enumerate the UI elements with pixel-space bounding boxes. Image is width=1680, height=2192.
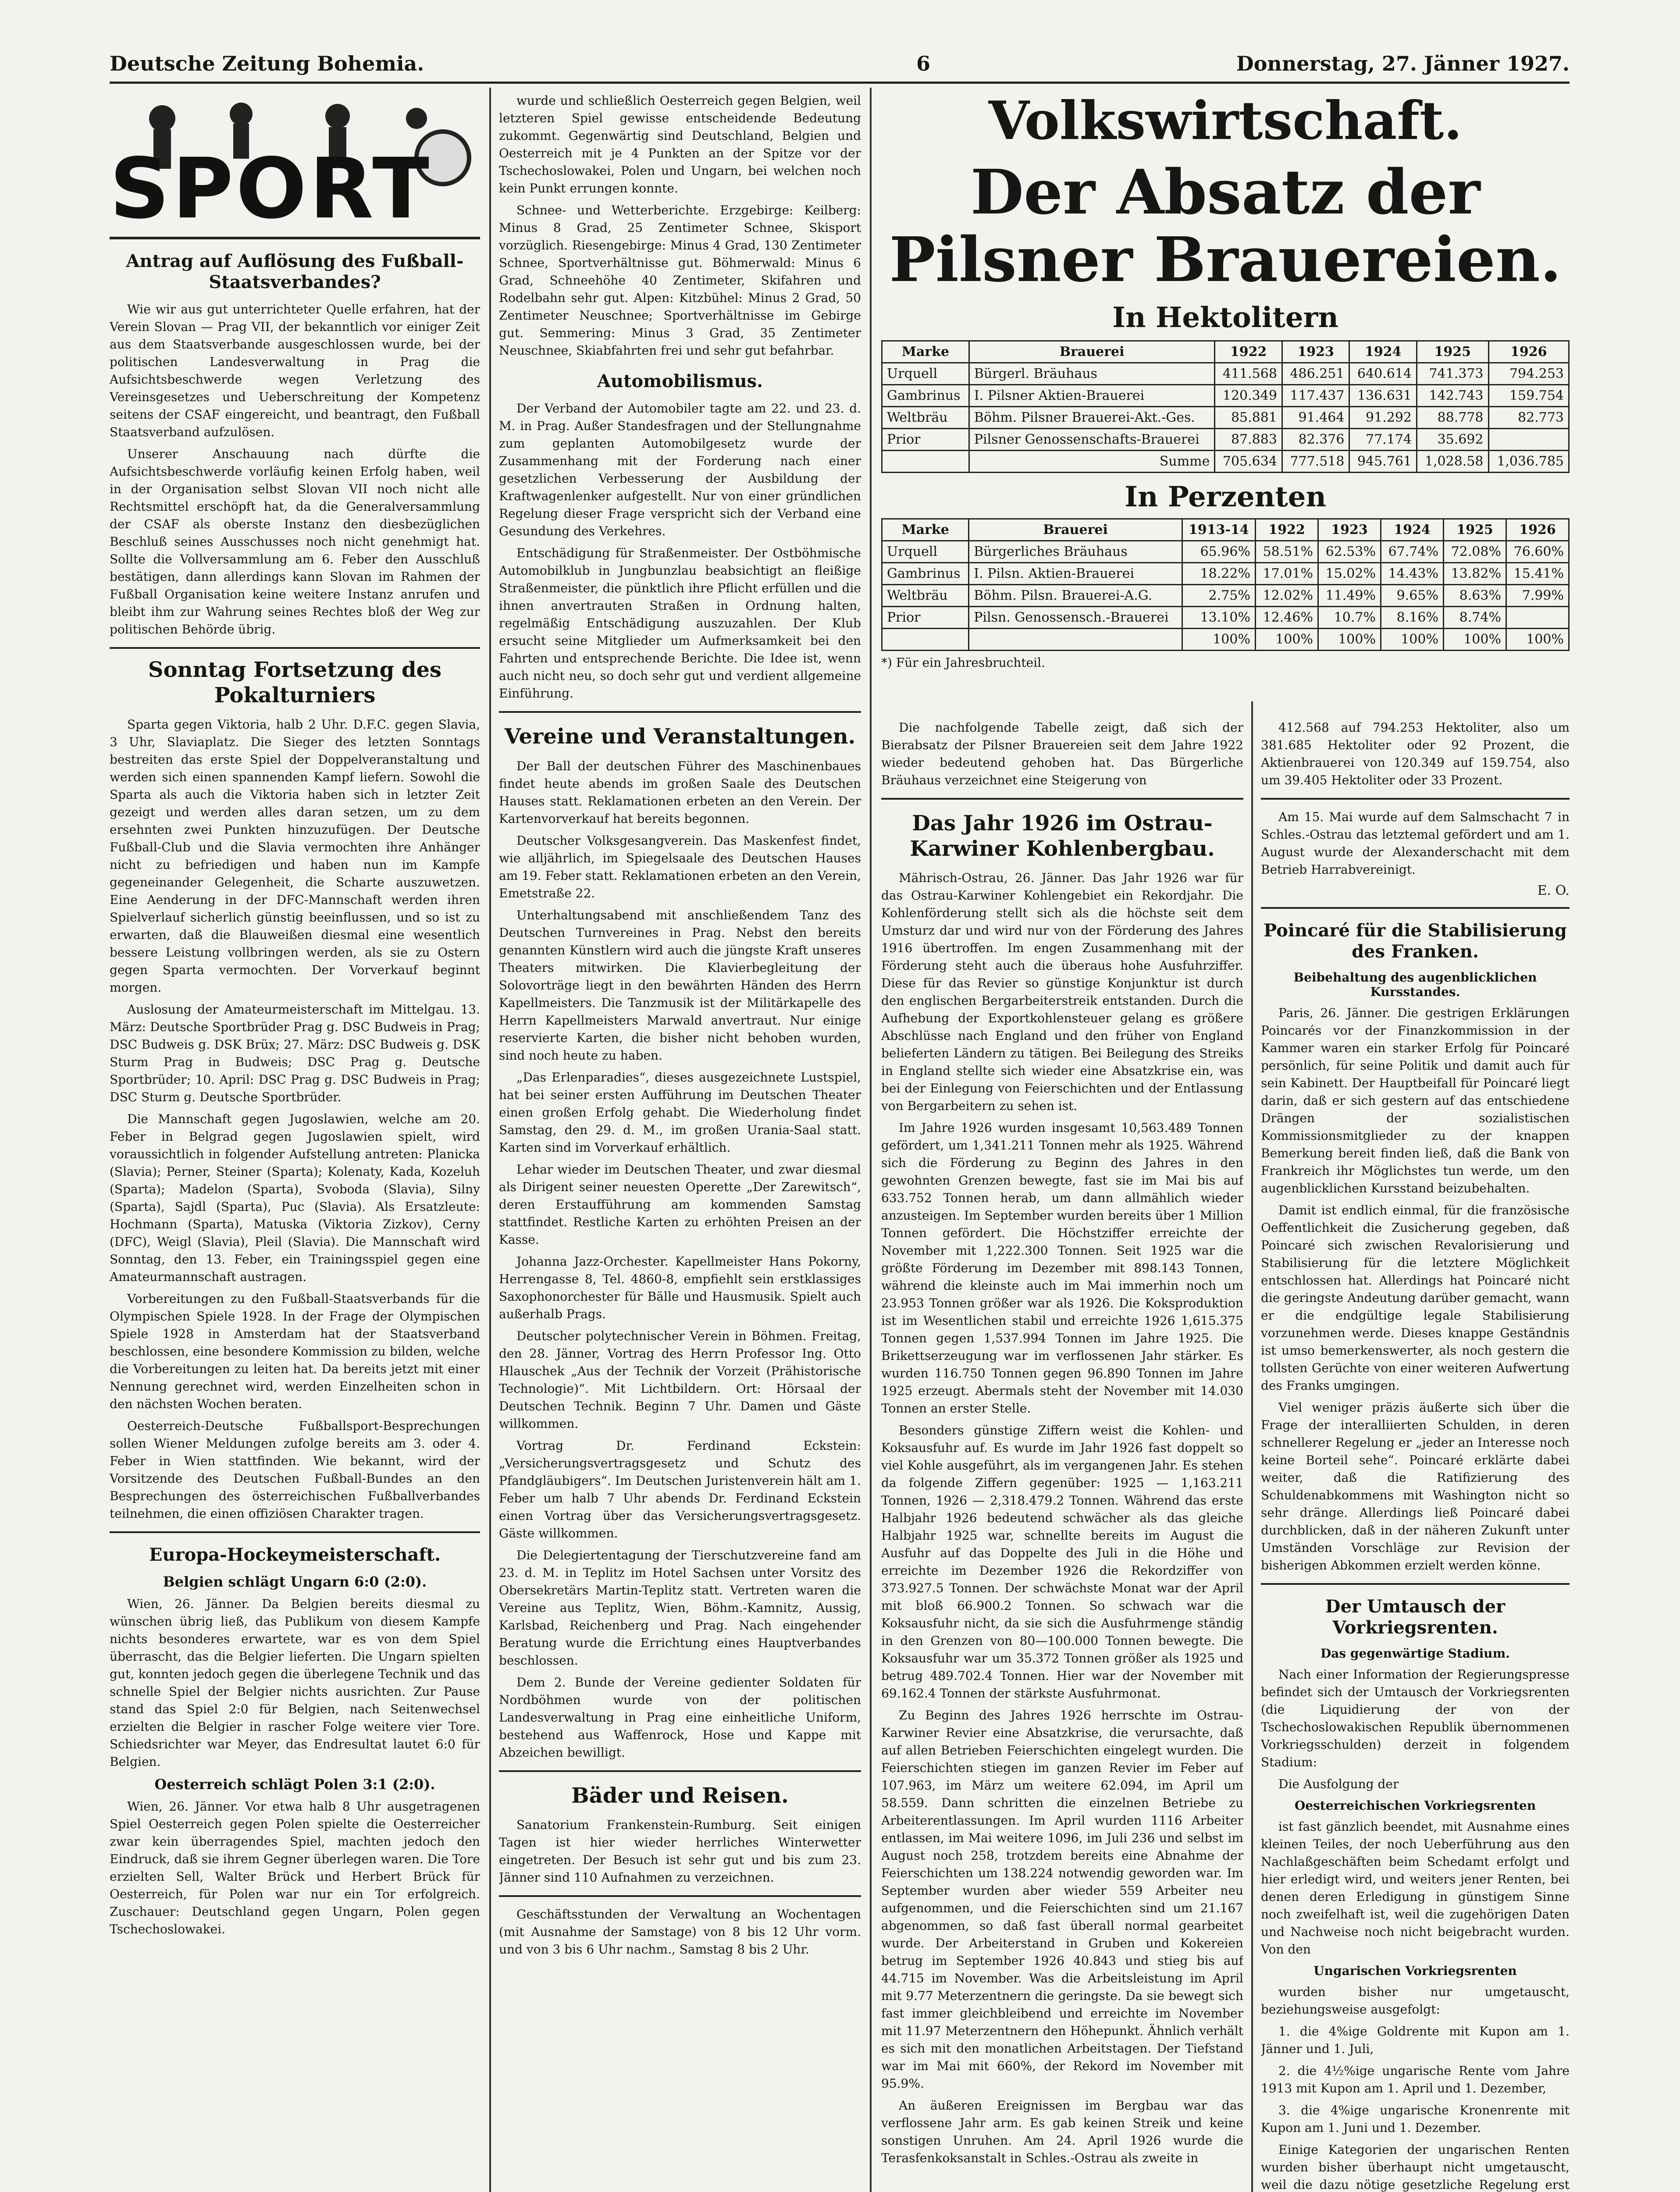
- table-sum-row: [882, 451, 1569, 473]
- hectoliter-table: [881, 340, 1570, 473]
- table-cell: 159.754: [1488, 385, 1569, 407]
- article-paragraph: Nach einer Information der Regierungspresse befindet sich der Umtausch der Vorkriegsrenten (die Liquidierung der von der Tschechoslowakischen Republik übernommenen Vorkriegsschulden) derzeit in folgendem Stadium:: [1261, 1667, 1570, 1769]
- article-paragraph: Geschäftsstunden der Verwaltung an Wochentagen (mit Ausnahme der Samstage) von 8 bis 12 Uhr vorm. und von 3 bis 6 Uhr nachm., Samstag 8 bis 2 Uhr.: [499, 1907, 861, 1957]
- table-cell: 13.10%: [1182, 606, 1255, 628]
- table-cell: 8.74%: [1443, 606, 1506, 628]
- table-cell: Gambrinus: [882, 385, 969, 407]
- column-divider-2: [870, 88, 872, 2192]
- table-cell: 11.49%: [1318, 584, 1381, 606]
- section-title: Vereine und Veranstaltungen.: [504, 724, 856, 749]
- table-cell: 35.692: [1417, 429, 1489, 451]
- section-rule: [499, 1895, 861, 1897]
- article-paragraph: Wie wir aus gut unterrichteter Quelle erfahren, hat der Verein Slovan — Prag VII, der bekanntlich vor einiger Zeit aus dem Staatsverbande ausgeschlossen wurde, bei der politischen Landesverwaltung in Prag die Aufsichtsbeschwerde wegen Verletzung des Vereinsgesetzes und Ueberschreitung der Kompetenz seitens der CSAF eingereicht, und beantragt, den Fußball Staatsverband aufzulösen.: [110, 302, 480, 439]
- table-header: 1923: [1318, 519, 1381, 541]
- table-row: [882, 363, 1569, 385]
- article-paragraph: Mährisch-Ostrau, 26. Jänner. Das Jahr 1926 war für das Ostrau-Karwiner Kohlengebiet ein Rekordjahr. Die Kohlenförderung stellt sich als die höchste seit dem Umsturz dar und wird nur von der Förderung des Jahres 1916 übertroffen. Im engen Zusammenhang mit der Förderung steht auch die überaus hohe Ausfuhrziffer. Diese für das Revier so günstige Konjunktur ist durch den englischen Bergarbeiterstreik entstanden. Durch die Aufhebung der Exportkohlensteuer gelang es größere Abschlüsse nach England und den früher von England belieferten Ländern zu tätigen. Bei Beilegung des Streiks in England stellte sich wieder eine Absatzkrise ein, was bei der Einlegung von Feierschichten und der Entlassung von Bergarbeitern zu sehen ist.: [881, 871, 1243, 1114]
- table-cell: 486.251: [1282, 363, 1349, 385]
- table-cell: 58.51%: [1255, 541, 1318, 562]
- article-paragraph: An äußeren Ereignissen im Bergbau war das verflossene Jahr arm. Es gab keinen Streik und keine sonstigen Unruhen. Am 24. April 1926 wurde die Terasfenkoksanstalt in Schles.-Ostrau als zweite in: [881, 2098, 1243, 2166]
- article-subtitle: Oesterreichischen Vorkriegsrenten: [1294, 1798, 1536, 1813]
- table-cell: 91.292: [1349, 407, 1417, 429]
- table-cell: 12.46%: [1255, 606, 1318, 628]
- article-paragraph: wurden bisher nur umgetauscht, beziehungsweise ausgefolgt:: [1261, 1985, 1570, 2017]
- table-cell: Böhm. Pilsner Brauerei-Akt.-Ges.: [969, 407, 1215, 429]
- header-rule: [110, 82, 1570, 84]
- table-header: 1925: [1417, 341, 1489, 363]
- article-paragraph: Der Ball der deutschen Führer des Maschinenbaues findet heute abends im großen Saale des Deutschen Hauses statt. Reklamationen erbeten an den Verein. Der Kartenvorverkauf hat bereits begonnen.: [499, 758, 861, 826]
- table-cell: [1488, 429, 1569, 451]
- table-cell: 10.7%: [1318, 606, 1381, 628]
- table-cell: 136.631: [1349, 385, 1417, 407]
- table-cell: 1,036.785: [1488, 451, 1569, 473]
- article-paragraph: Vortrag Dr. Ferdinand Eckstein: „Versicherungsvertragsgesetz und Schutz des Pfandgläubigers“. Im Deutschen Juristenverein hält am 1. Feber um halb 7 Uhr abends Dr. Ferdinand Eckstein einen Vortrag über das Versicherungsvertragsgesetz. Gäste willkommen.: [499, 1438, 861, 1541]
- list-item: 2. die 4½%ige ungarische Rente vom Jahre 1913 mit Kupon am 1. April und 1. Dezember,: [1261, 2064, 1570, 2096]
- table-header: 1924: [1349, 341, 1417, 363]
- table-cell: 91.464: [1282, 407, 1349, 429]
- table-cell: 1,028.58: [1417, 451, 1489, 473]
- table-subtitle: In Hektolitern: [1112, 301, 1338, 334]
- table-cell: 12.02%: [1255, 584, 1318, 606]
- article-headline: Der Absatz der Pilsner Brauereien.: [889, 157, 1562, 296]
- table-header: 1926: [1488, 341, 1569, 363]
- article-paragraph: Auslosung der Amateurmeisterschaft im Mittelgau. 13. März: Deutsche Sportbrüder Prag g. DSC Budweis in Prag; DSC Budweis g. DSK Brüx; 27. März: DSC Budweis g. DSK Sturm Prag in Budweis; DSC Prag g. Deutsche Sportbrüder; 10. April: DSC Prag g. DSC Budweis in Prag; DSC Sturm g. Deutsche Sportbrüder.: [110, 1002, 480, 1105]
- section-rule: [110, 647, 480, 649]
- list-item: 1. die 4%ige Goldrente mit Kupon am 1. Jänner und 1. Juli,: [1261, 2024, 1570, 2056]
- article-paragraph: Sparta gegen Viktoria, halb 2 Uhr. D.F.C. gegen Slavia, 3 Uhr, Slaviaplatz. Die Sieger des letzten Sonntags bestreiten das erste Spiel der Doppelveranstaltung und werden sich einen spannenden Kampf liefern. Sowohl die Sparta als auch die Viktoria haben sich in letzter Zeit gezeigt und werden alles daran setzen, um zu dem ersehnten zwei Punkten hinzuzufügen. Der Deutsche Fußball-Club und die Slavia vermochten ihre Anhänger nicht zu befriedigen und haben nun im Kampfe gegeneinander Gelegenheit, die Scharte auszuwetzen. Eine Aenderung in der DFC-Mannschaft werden ihren Spielverlauf sicherlich günstig beeinflussen, und so ist zu erwarten, daß die Blauweißen diesmal eine wesentlich bessere Leistung vollbringen werden, als sie zu Ostern gegen Sparta vermochten. Der Vorverkauf beginnt morgen.: [110, 717, 480, 995]
- table-cell: Pilsn. Genossensch.-Brauerei: [969, 606, 1182, 628]
- article-paragraph: Sanatorium Frankenstein-Rumburg. Seit einigen Tagen ist hier wieder herrliches Winterwetter eingetreten. Der Besuch ist sehr gut und bis zum 23. Jänner sind 110 Aufnahmen zu verzeichnen.: [499, 1818, 861, 1885]
- article-paragraph: Der Verband der Automobiler tagte am 22. und 23. d. M. in Prag. Außer Standesfragen und der Stellungnahme zum geplanten Automobilgesetz wurde der Zusammenhang mit der Forderung nach einer gesetzlichen Verbesserung der Ausbildung der Kraftwagenlenker aufgestellt. Nur von einer gründlichen Regelung dieser Frage verspricht sich der Verband eine Gesundung des Verkehres.: [499, 401, 861, 538]
- article-title: Der Umtausch der Vorkriegsrenten.: [1325, 1596, 1506, 1638]
- article-paragraph: Wien, 26. Jänner. Vor etwa halb 8 Uhr ausgetragenen Spiel Oesterreich gegen Polen spielte die Oesterreicher zwar kein überragendes Spiel, machten jedoch den Eindruck, daß sie ihrem Gegner überlegen waren. Die Tore erzielten Sell, Walter Brück und Herbert Brück für Oesterreich, für Polen war nur ein Tor erfolgreich. Zuschauer: Deutschland gegen Ungarn, Polen gegen Tschechoslowakei.: [110, 1799, 480, 1937]
- article-paragraph: Besonders günstige Ziffern weist die Kohlen- und Koksausfuhr auf. Es wurde im Jahr 1926 fast doppelt so viel Kohle ausgeführt, als im vergangenen Jahr. Es stehen da folgende Ziffern gegenüber: 1925 — 1,163.211 Tonnen, 1926 — 2,318.479.2 Tonnen. Während das erste Halbjahr 1926 bedeutend schwächer als das gleiche Halbjahr 1925 war, schnellte bereits im August die Ausfuhr auf das Doppelte des Juli in die Höhe und erreichte im Dezember 1926 die Rekordziffer von 373.927.5 Tonnen. Der schwächste Monat war der April mit bloß 66.900.2 Tonnen. So schwach war die Koksausfuhr nicht, da sie sich die Ausfuhrmenge ständig in den Grenzen von 80—100.000 Tonnen bewegte. Die Koksausfuhr war um 35.372 Tonnen größer als 1925 und betrug 489.702.4 Tonnen. Hier war der November mit 69.162.4 Tonnen der stärkste Ausfuhrmonat.: [881, 1423, 1243, 1701]
- table-row: [882, 429, 1569, 451]
- table-cell: 100%: [1506, 628, 1569, 650]
- article-title: Das Jahr 1926 im Ostrau-Karwiner Kohlenbergbau.: [910, 811, 1215, 861]
- table-sum-row: [882, 628, 1569, 650]
- article-paragraph: Dem 2. Bunde der Vereine gedienter Soldaten für Nordböhmen wurde von der politischen Landesverwaltung in Prag eine einheitliche Uniform, bestehend aus Waffenrock, Hose und Kappe mit Abzeichen bewilligt.: [499, 1675, 861, 1760]
- table-cell: Bürgerl. Bräuhaus: [969, 363, 1215, 385]
- section-rule: [499, 711, 861, 713]
- issue-date: Donnerstag, 27. Jänner 1927.: [1236, 52, 1570, 75]
- table-cell: I. Pilsner Aktien-Brauerei: [969, 385, 1215, 407]
- article-paragraph: Deutscher Volksgesangverein. Das Maskenfest findet, wie alljährlich, im Spiegelsaale des Deutschen Hauses am 19. Feber statt. Reklamationen erbeten an den Verein, Emetstraße 22.: [499, 833, 861, 900]
- table-cell: 85.881: [1215, 407, 1282, 429]
- page-header: [110, 52, 1570, 82]
- article-paragraph: Die Ausfolgung der: [1278, 1777, 1399, 1791]
- section-rule: [499, 1770, 861, 1772]
- section-rule: [1261, 1583, 1570, 1585]
- article-paragraph: Unserer Anschauung nach dürfte die Aufsichtsbeschwerde vorläufig keinen Erfolg haben, weil in der Organisation selbst Slovan VII noch nicht alle Rechtsmittel erschöpft hat, da die Generalversammlung der CSAF als oberste Instanz den diesbezüglichen Beschluß seines Ausschusses noch nicht genehmigt hat. Sollte die Vollversammlung am 6. Feber den Ausschluß bestätigen, dann allerdings kann Slovan im Rahmen der Fußball Organisation keine weitere Instanz anrufen und bleibt ihm zur Wahrung seines Rechtes bloß der Weg zur politischen Behörde übrig.: [110, 447, 480, 637]
- table-cell: 640.614: [1349, 363, 1417, 385]
- article-subtitle: Oesterreich schlägt Polen 3:1 (2:0).: [154, 1776, 435, 1793]
- table-cell: 15.02%: [1318, 562, 1381, 584]
- economy-right-column: [1261, 719, 1570, 2192]
- article-paragraph: Unterhaltungsabend mit anschließendem Tanz des Deutschen Turnvereines in Prag. Nebst den bereits genannten Künstlern wird auch die jüngste Kraft unseres Theaters mitwirken. Die Klavierbegleitung der Solovorträge liegt in den bewährten Händen des Herrn Kapellmeisters. Die Tanzmusik ist der Militärkapelle des Herrn Kapellmeisters Marwald anvertraut. Nur einige reservierte Karten, die bisher nicht behoben wurden, sind noch heute zu haben.: [499, 907, 861, 1063]
- table-cell: 14.43%: [1381, 562, 1443, 584]
- article-paragraph: ist fast gänzlich beendet, mit Ausnahme eines kleinen Teiles, der noch Ueberführung aus den Nachlaßgeschäften beim Schedamt erfolgt und hier erledigt wird, und weiters jener Renten, bei denen deren Erledigung in günstigem Sinne noch zweifelhaft ist, weil die zugehörigen Daten und Nachweise noch nicht beigebracht wurden. Von den: [1261, 1819, 1570, 1957]
- table-cell: Prior: [882, 606, 969, 628]
- table-header: Brauerei: [969, 341, 1215, 363]
- article-paragraph: Paris, 26. Jänner. Die gestrigen Erklärungen Poincarés vor der Finanzkommission in der Kammer waren ein starker Erfolg für Poincaré persönlich, für seine Politik und damit auch für sein Kabinett. Der Hauptbeifall für Poincaré liegt darin, daß er sich gestern auf das entschiedene Drängen der sozialistischen Kommissionsmitglieder zu der knappen Bemerkung bereit finden ließ, daß die Bank von Frankreich ihr Möglichstes tun werde, um den augenblicklichen Kursstand beizubehalten.: [1261, 1006, 1570, 1196]
- table-cell: 7.99%: [1506, 584, 1569, 606]
- table-cell: 2.75%: [1182, 584, 1255, 606]
- table-cell: 67.74%: [1381, 541, 1443, 562]
- section-rule: [881, 798, 1243, 800]
- table-cell: 72.08%: [1443, 541, 1506, 562]
- table-header: 1923: [1282, 341, 1349, 363]
- table-cell: 705.634: [1215, 451, 1282, 473]
- table-cell: 76.60%: [1506, 541, 1569, 562]
- table-header: 1913-14: [1182, 519, 1255, 541]
- article-paragraph: Am 15. Mai wurde auf dem Salmschacht 7 in Schles.-Ostrau das letztemal gefördert und am 1. August wurde der Alexanderschacht mit dem Betrieb Harrabvereinigt.: [1261, 810, 1570, 877]
- section-rule: [1261, 907, 1570, 909]
- article-paragraph: Johanna Jazz-Orchester. Kapellmeister Hans Pokorny, Herrengasse 8, Tel. 4860-8, empfiehlt sein erstklassiges Saxophonorchester für Bälle und Hausmusik. Spielt auch außerhalb Prags.: [499, 1254, 861, 1321]
- table-cell: 142.743: [1417, 385, 1489, 407]
- table-cell: 100%: [1443, 628, 1506, 650]
- article-paragraph: Schnee- und Wetterberichte. Erzgebirge: Keilberg: Minus 8 Grad, 25 Zentimeter Schnee, Skisport vorzüglich. Riesengebirge: Minus 4 Grad, 130 Zentimeter Schnee, Sportverhältnisse gut. Böhmerwald: Minus 6 Grad, Schneehöhe 40 Zentimeter, Skifahren und Rodelbahn sehr gut. Alpen: Kitzbühel: Minus 2 Grad, 50 Zentimeter Neuschnee; Sportverhältnisse im Gebirge gut. Semmering: Minus 3 Grad, 35 Zentimeter Neuschnee, Skiabfahrten frei und sehr gut befahrbar.: [499, 203, 861, 358]
- table-header: 1922: [1255, 519, 1318, 541]
- table-header: 1922: [1215, 341, 1282, 363]
- table-cell: 100%: [1318, 628, 1381, 650]
- article-subtitle: Das gegenwärtige Stadium.: [1320, 1646, 1510, 1661]
- table-cell: 9.65%: [1381, 584, 1443, 606]
- sport-column: [110, 92, 480, 2192]
- sport-logo: [110, 92, 480, 239]
- table-subtitle: In Perzenten: [1125, 480, 1326, 514]
- table-cell: 100%: [1182, 628, 1255, 650]
- table-cell: 82.773: [1488, 407, 1569, 429]
- table-cell: 15.41%: [1506, 562, 1569, 584]
- table-cell: Prior: [882, 429, 969, 451]
- table-header: 1926: [1506, 519, 1569, 541]
- table-cell: 87.883: [1215, 429, 1282, 451]
- economy-left-column: [881, 719, 1243, 2192]
- table-cell: 18.22%: [1182, 562, 1255, 584]
- economy-top: [881, 92, 1570, 715]
- table-cell: 100%: [1381, 628, 1443, 650]
- table-row: [882, 606, 1569, 628]
- table-cell: I. Pilsn. Aktien-Brauerei: [969, 562, 1182, 584]
- percent-table: [881, 518, 1570, 651]
- table-row: [882, 584, 1569, 606]
- article-paragraph: Oesterreich-Deutsche Fußballsport-Besprechungen sollen Wiener Meldungen zufolge bereits am 3. oder 4. Feber in Wien stattfinden. Wie bekannt, wird der Vorsitzende des Deutschen Fußball-Bundes an den Besprechungen des österreichischen Fußballverbandes teilnehmen, die einen offiziösen Charakter tragen.: [110, 1419, 480, 1521]
- table-cell: 65.96%: [1182, 541, 1255, 562]
- article-subtitle: Belgien schlägt Ungarn 6:0 (2:0).: [163, 1573, 427, 1591]
- column-divider-1: [489, 88, 491, 2192]
- article-paragraph: Im Jahre 1926 wurden insgesamt 10,563.489 Tonnen gefördert, um 1,341.211 Tonnen mehr als 1925. Während sich die Förderung zu Beginn des Jahres in den gewohnten Grenzen bewegte, fast sie im Mai bis auf 633.752 Tonnen herab, um dann allmählich wieder anzusteigen. Im September wurden bereits über 1 Million Tonnen gefördert. Die Höchstziffer erreichte der November mit 1,222.300 Tonnen. Seit 1925 war die größte Förderung im Dezember mit 898.143 Tonnen, während die kleinste auch im Mai immerhin noch um 23.953 Tonnen größer war als 1926. Die Koksproduktion ist im Wesentlichen stabil und erreichte 1926 1,615.375 Tonnen gegen 1,537.994 Tonnen im Jahre 1925. Die Brikettserzeugung war im verflossenen Jahr stärker. Es wurden 116.750 Tonnen gegen 96.890 Tonnen im Jahre 1925 erzeugt. Abermals steht der November mit 14.030 Tonnen an erster Stelle.: [881, 1121, 1243, 1416]
- table-cell: 8.63%: [1443, 584, 1506, 606]
- article-paragraph: Viel weniger präzis äußerte sich über die Frage der interalliierten Schulden, in deren schnellerer Regelung er „jeder an Interesse noch keine Borteil sehe“. Poincaré erklärte dabei weiter, daß die Ratifizierung des Schuldenabkommens mit Washington nicht so sehr dränge. Allerdings ließ Poincaré dabei durchblicken, daß in der näheren Zukunft unter Umständen Vorschläge zur Revision der bisherigen Abkommen erzielt werden könne.: [1261, 1400, 1570, 1573]
- table-cell: 945.761: [1349, 451, 1417, 473]
- article-paragraph: Die Delegiertentagung der Tierschutzvereine fand am 23. d. M. in Teplitz im Hotel Sachsen unter Vorsitz des Obersekretärs Martin-Teplitz statt. Vertreten waren die Vereine aus Teplitz, Wien, Böhm.-Kamnitz, Aussig, Karlsbad, Reichenberg und Prag. Nach eingehender Beratung wurde die Errichtung eines Hauptverbandes beschlossen.: [499, 1548, 861, 1668]
- table-cell: 117.437: [1282, 385, 1349, 407]
- table-cell: 100%: [1255, 628, 1318, 650]
- article-paragraph: Zu Beginn des Jahres 1926 herrschte im Ostrau-Karwiner Revier eine Absatzkrise, die verursachte, daß auf allen Betrieben Feierschichten eingelegt wurden. Die Feierschichten stiegen im ganzen Revier im Feber auf 107.963, im März um weitere 62.094, im April um 58.559. Dann schritten die einzelnen Betriebe zu Arbeiterentlassungen. Im April wurden 1116 Arbeiter entlassen, im Mai weitere 1096, im Juli 236 und selbst im August noch 258, trotzdem bereits eine Abnahme der Feierschichten um 138.224 notwendig geworden war. Im September wurden aber wieder 559 Arbeiter neu aufgenommen, und die Feierschichten sind um 21.167 abgenommen, so daß fast überall normal gearbeitet wurde. Der Arbeiterstand in Gruben und Kokereien betrug im September 1926 40.843 und stieg bis auf 44.715 im November. Was die Arbeitsleistung im April mit 9.77 Meterzentnern die geringste. Da sie bewegt sich fast immer gleichbleibend und erreichte im November mit 11.97 Meterzentnern den Höhepunkt. Ähnlich verhält es sich mit den monatlichen Arbeitstagen. Der Tiefstand war im Mai mit 660%, der Rekord im November mit 95.9%.: [881, 1708, 1243, 2091]
- table-cell: Bürgerliches Bräuhaus: [969, 541, 1182, 562]
- section-title: Volkswirtschaft.: [988, 92, 1463, 152]
- table-cell: 13.82%: [1443, 562, 1506, 584]
- article-title: Antrag auf Auflösung des Fußball-Staatsverbandes?: [126, 251, 464, 292]
- table-header: 1924: [1381, 519, 1443, 541]
- column-divider-3: [1251, 701, 1253, 2192]
- table-header: Marke: [882, 519, 969, 541]
- sum-label: Summe: [969, 451, 1215, 473]
- article-title: Europa-Hockeymeisterschaft.: [149, 1544, 441, 1566]
- article-paragraph: Damit ist endlich einmal, für die französische Oeffentlichkeit die Zusicherung gegeben, daß Poincaré sich zwischen Revalorisierung und Stabilisierung für die letztere Möglichkeit entschlossen hat. Allerdings hat Poincaré nicht die geringste Andeutung darüber gemacht, wann er die endgültige legale Stabilisierung vorzunehmen werde. Dieses knappe Geständnis ist umso bemerkenswerter, als noch gestern die tollsten Gerüchte von einer weiteren Aufwertung des Franks umgingen.: [1261, 1203, 1570, 1393]
- table-cell: Urquell: [882, 541, 969, 562]
- table-cell: 62.53%: [1318, 541, 1381, 562]
- table-cell: 777.518: [1282, 451, 1349, 473]
- table-row: [882, 385, 1569, 407]
- article-paragraph: Vorbereitungen zu den Fußball-Staatsverbands für die Olympischen Spiele 1928. In der Frage der Olympischen Spiele 1928 in Amsterdam hat der Staatsverband beschlossen, eine besondere Kommission zu bilden, welche die Vorbereitungen zu leiten hat. Da bereits jetzt mit einer Nennung gerechnet wird, werden Einzelheiten schon in den nächsten Wochen beraten.: [110, 1292, 480, 1412]
- table-cell: Weltbräu: [882, 584, 969, 606]
- table-cell: Gambrinus: [882, 562, 969, 584]
- table-row: [882, 407, 1569, 429]
- article-paragraph: Entschädigung für Straßenmeister. Der Ostböhmische Automobilklub in Jungbunzlau beabsichtigt an fleißige Straßenmeister, die pünktlich ihre Pflicht erfüllen und die ihnen anvertrauten Straßen in Ordnung halten, regelmäßig Entschädigung auszuzahlen. Der Klub ersucht seine Mitglieder um Aufmerksamkeit bei den Fahrten und entsprechende Berichte. Die Idee ist, wenn auch nicht neu, so doch sehr gut und verdient allgemeine Einführung.: [499, 546, 861, 701]
- table-cell: 17.01%: [1255, 562, 1318, 584]
- table-cell: 741.373: [1417, 363, 1489, 385]
- article-paragraph: Einige Kategorien der ungarischen Renten wurden bisher überhaupt nicht umgetauscht, weil die dazu nötige gesetzliche Regelung erst: [1261, 2142, 1570, 2192]
- article-title: Poincaré für die Stabilisierung des Franken.: [1264, 920, 1567, 962]
- section-rule: [1261, 798, 1570, 800]
- article-paragraph: „Das Erlenparadies“, dieses ausgezeichnete Lustspiel, hat bei seiner ersten Aufführung im Deutschen Theater einen großen Erfolg gehabt. Die Wiederholung findet Samstag, den 29. d. M., im großen Urania-Saal statt. Karten sind im Vorverkauf erhältlich.: [499, 1070, 861, 1155]
- table-cell: [1506, 606, 1569, 628]
- masthead-title: Deutsche Zeitung Bohemia.: [110, 52, 424, 75]
- table-cell: 120.349: [1215, 385, 1282, 407]
- page-number: 6: [916, 52, 931, 75]
- table-header: Marke: [882, 341, 969, 363]
- table-header: 1925: [1443, 519, 1506, 541]
- sport-logo-text: SPORT: [110, 140, 432, 237]
- article-paragraph: wurde und schließlich Oesterreich gegen Belgien, weil letzteren Spiel gewisse entscheidende Bedeutung zukommt. Gegenwärtig sind Deutschland, Belgien und Oesterreich mit je 4 Punkten an der Spitze vor der Tschechoslowakei, Polen und Ungarn, bei welchen noch kein Punkt errungen konnte.: [499, 93, 861, 196]
- article-paragraph: Wien, 26. Jänner. Da Belgien bereits diesmal zu wünschen übrig ließ, das Publikum von diesem Kampfe nichts besonderes erwartete, war es von dem Spiel überrascht, das die Belgier lieferten. Die Ungarn spielten gut, konnten jedoch gegen die überlegene Technik und das schnelle Spiel der Belgier nichts ausrichten. Zur Pause stand das Spiel 2:0 für Belgien, nach Seitenwechsel erzielten die Belgier in rascher Folge weitere vier Tore. Schiedsrichter war Meyer, das Endresultat lautet 6:0 für Belgien.: [110, 1597, 480, 1769]
- table-cell: Weltbräu: [882, 407, 969, 429]
- table-cell: 794.253: [1488, 363, 1569, 385]
- list-item: 3. die 4%ige ungarische Kronenrente mit Kupon am 1. Juni und 1. Dezember.: [1261, 2103, 1570, 2135]
- article-subtitle: Ungarischen Vorkriegsrenten: [1313, 1964, 1517, 1978]
- section-rule: [110, 1531, 480, 1533]
- article-title: Sonntag Fortsetzung des Pokalturniers: [148, 658, 442, 708]
- article-subtitle: Beibehaltung des augenblicklichen Kursstandes.: [1293, 970, 1537, 999]
- table-footnote: *) Für ein Jahresbruchteil.: [881, 655, 1045, 670]
- table-cell: 411.568: [1215, 363, 1282, 385]
- events-column: [499, 92, 861, 2192]
- article-paragraph: Lehar wieder im Deutschen Theater, und zwar diesmal als Dirigent seiner neuesten Operette „Der Zarewitsch“, deren Erstaufführung am kommenden Samstag stattfindet. Restliche Karten zu erhöhten Preisen an der Kasse.: [499, 1162, 861, 1247]
- table-header: Brauerei: [969, 519, 1182, 541]
- table-row: [882, 541, 1569, 562]
- table-cell: 82.376: [1282, 429, 1349, 451]
- article-paragraph: 412.568 auf 794.253 Hektoliter, also um 381.685 Hektoliter oder 92 Prozent, die Aktienbrauerei von 120.349 auf 159.754, also um 39.405 Hektoliter oder 33 Prozent.: [1261, 720, 1570, 787]
- table-cell: 77.174: [1349, 429, 1417, 451]
- table-cell: Urquell: [882, 363, 969, 385]
- article-paragraph: Deutscher polytechnischer Verein in Böhmen. Freitag, den 28. Jänner, Vortrag des Herrn Professor Ing. Otto Hlauschek „Aus der Technik der Vorzeit (Prähistorische Technologie)“. Mit Lichtbildern. Ort: Hörsaal der Deutschen Technik. Beginn 7 Uhr. Damen und Gäste willkommen.: [499, 1328, 861, 1431]
- article-paragraph: Die Mannschaft gegen Jugoslawien, welche am 20. Feber in Belgrad gegen Jugoslawien spielt, wird voraussichtlich in folgender Aufstellung antreten: Planicka (Slavia); Perner, Steiner (Sparta); Kolenaty, Kada, Kozeluh (Sparta); Madelon (Sparta), Svoboda (Slavia), Silny (Sparta), Sajdl (Sparta), Puc (Slavia). Als Ersatzleute: Hochmann (Sparta), Matuska (Viktoria Zizkov), Cerny (DFC), Weigl (Slavia), Pleil (Slavia). Die Mannschaft wird Sonntag, den 13. Feber, ein Trainingsspiel gegen eine Amateurmannschaft austragen.: [110, 1112, 480, 1285]
- article-signature: E. O.: [1537, 883, 1570, 898]
- table-cell: Pilsner Genossenschafts-Brauerei: [969, 429, 1215, 451]
- section-title: Bäder und Reisen.: [571, 1783, 789, 1808]
- table-cell: 8.16%: [1381, 606, 1443, 628]
- table-row: [882, 562, 1569, 584]
- table-cell: Böhm. Pilsn. Brauerei-A.G.: [969, 584, 1182, 606]
- article-paragraph: Die nachfolgende Tabelle zeigt, daß sich der Bierabsatz der Pilsner Brauereien seit dem Jahre 1922 wieder bedeutend gehoben hat. Das Bürgerliche Bräuhaus verzeichnet eine Steigerung von: [881, 720, 1243, 787]
- table-cell: 88.778: [1417, 407, 1489, 429]
- section-title: Automobilismus.: [597, 371, 763, 391]
